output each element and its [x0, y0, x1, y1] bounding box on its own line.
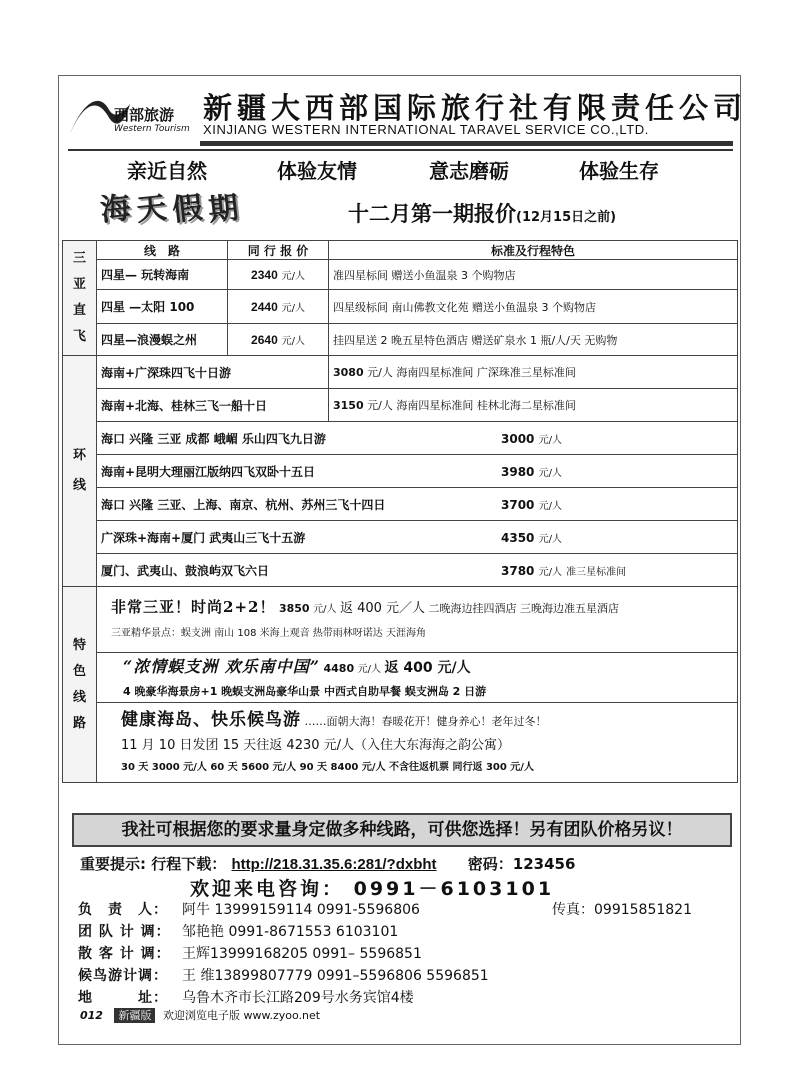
special-title: 健康海岛、快乐候鸟游 [121, 709, 301, 730]
col-route-header: 线 路 [97, 241, 228, 260]
contact-value: 王辉13999168205 0991– 5596851 [182, 946, 422, 962]
route-name: 海口 兴隆 三亚、上海、南京、杭州、苏州三飞十四日 3700 元/人 [97, 488, 738, 521]
table-row [63, 422, 738, 455]
route-name: 海南+北海、桂林三飞一船十日 [97, 389, 329, 422]
download-link[interactable]: http://218.31.35.6:281/?dxbht [231, 856, 437, 873]
special-desc: 4 晚豪华海景房+1 晚蜈支洲岛豪华山景 中西式自助早餐 蜈支洲岛 2 日游 [123, 685, 487, 698]
table-row [63, 324, 738, 356]
special-hotels: 二晚海边挂四酒店 三晚海边准五星酒店 [428, 602, 620, 615]
special-price: 4480 [323, 662, 355, 675]
special-refund: 返 400 元/人 [384, 660, 471, 676]
brand-char: 期 [206, 190, 241, 229]
table-header-row [63, 241, 738, 260]
route-price: 2440 元/人 [228, 290, 329, 324]
password-value: 123456 [512, 855, 576, 873]
password-label: 密码： [467, 855, 513, 873]
contact-label: 团 队 计 调： [78, 924, 171, 940]
special-item-3 [97, 703, 738, 783]
period-note: (12月15日之前) [516, 210, 617, 225]
contact-list [78, 899, 738, 1009]
route-name: 海南+广深珠四飞十日游 [97, 356, 329, 389]
route-price-note: 3080 元/人 海南四星标准间 广深珠准三星标准间 [329, 356, 738, 389]
brand-char: 假 [170, 190, 205, 229]
brand-char: 海 [98, 190, 133, 229]
special-refund: 返 400 元／人 [339, 601, 426, 616]
contact-row [78, 921, 738, 943]
contact-label: 地 址： [78, 990, 168, 1006]
route-price: 3700 [501, 497, 535, 512]
section-label-special: 特色线路 [63, 587, 97, 783]
contact-value: 阿牛 13999159114 0991-5596806 [182, 902, 420, 918]
contact-label: 散 客 计 调： [78, 946, 171, 962]
slogan-row [115, 155, 715, 181]
header-divider-thin [68, 149, 733, 151]
header-divider-thick [200, 141, 733, 146]
slogan: 意志磨砺 [429, 159, 509, 183]
table-row [63, 703, 738, 783]
col-price-header: 同 行 报 价 [228, 241, 329, 260]
logo-en-text: Western Tourism [114, 124, 190, 134]
table-row [63, 389, 738, 422]
page-number: 012 [80, 1009, 103, 1022]
logo-cn-text: 西部旅游 [114, 106, 175, 124]
special-item-1: 非常三亚！时尚2+2！ 3850 元/人 返 400 元／人 二晚海边挂四酒店 三晚海边准五星酒店 三亚精华景点：蜈支洲 南山 108 米海上观音 热带雨林呀诺达 天涯海角 [97, 587, 738, 653]
special-depart: 11 月 10 日发团 15 天往返 4230 元/人（入住大东海海之韵公寓） [121, 737, 511, 753]
route-name: 海南+昆明大理丽江版纳四飞双卧十五日 3980 元/人 [97, 455, 738, 488]
price-table [62, 240, 738, 783]
contact-label: 负 责 人： [78, 902, 168, 918]
custom-tour-banner: 我社可根据您的要求量身定做多种线路，可供您选择！另有团队价格另议！ [72, 813, 732, 847]
special-tagline: ……面朝大海！春暖花开！健身养心！老年过冬！ [304, 714, 547, 728]
special-sights: 三亚精华景点：蜈支洲 南山 108 米海上观音 热带雨林呀诺达 天涯海角 [111, 628, 426, 639]
contact-value: 乌鲁木齐市长江路209号水务宾馆4楼 [182, 990, 414, 1006]
special-price: 3850 [278, 602, 310, 615]
company-name-en: XINJIANG WESTERN INTERNATIONAL TARAVEL SERVICE CO.,LTD. [203, 122, 649, 137]
route-price-note: 3150 元/人 海南四星标准间 桂林北海二星标准间 [329, 389, 738, 422]
company-logo [68, 86, 196, 142]
period-title [348, 198, 616, 228]
contact-value: 邹艳艳 0991-8671553 6103101 [182, 924, 399, 940]
table-row [63, 521, 738, 554]
special-item-2: “浓情蜈支洲 欢乐南中国” 4480 元/人 返 400 元/人 4 晚豪华海景房+1 晚蜈支洲岛豪华山景 中西式自助早餐 蜈支洲岛 2 日游 [97, 653, 738, 703]
route-price: 3000 [501, 431, 535, 446]
slogan: 体验友情 [277, 159, 357, 183]
special-title: 非常三亚！时尚2+2！ [111, 598, 276, 616]
period-title-text: 十二月第一期报价 [348, 202, 516, 226]
route-price: 2340 元/人 [228, 260, 329, 290]
route-price: 3780 [501, 563, 535, 578]
table-row [63, 455, 738, 488]
slogan: 体验生存 [579, 159, 659, 183]
contact-row [78, 943, 738, 965]
route-name: 海口 兴隆 三亚 成都 峨嵋 乐山四飞九日游 3000 元/人 [97, 422, 738, 455]
route-price: 4350 [501, 530, 535, 545]
table-row [63, 488, 738, 521]
footer-text: 欢迎浏览电子版 www.zyoo.net [162, 1009, 321, 1022]
brand-title [100, 184, 300, 230]
download-line [80, 853, 575, 874]
table-row [63, 554, 738, 587]
edition-tag: 新疆版 [114, 1008, 155, 1023]
special-options: 30 天 3000 元/人 60 天 5600 元/人 90 天 8400 元/人 不含往返机票 同行返 300 元/人 [121, 761, 534, 773]
route-name: 四星—浪漫蜈之州 [97, 324, 228, 356]
hotline: 欢迎来电咨询： 0991－6103101 [190, 878, 555, 900]
route-price: 3980 [501, 464, 535, 479]
table-row [63, 653, 738, 703]
download-label: 重要提示: 行程下载： [80, 855, 227, 873]
col-features-header: 标准及行程特色 [329, 241, 738, 260]
fax-number: 传真：09915851821 [552, 902, 692, 918]
company-name-cn: 新疆大西部国际旅行社有限责任公司 [203, 91, 748, 125]
route-name: 广深珠+海南+厦门 武夷山三飞十五游 4350 元/人 [97, 521, 738, 554]
table-row [63, 290, 738, 324]
special-title: “浓情蜈支洲 欢乐南中国” [123, 657, 320, 676]
contact-label: 候鸟游计调： [78, 968, 168, 984]
route-features: 四星级标间 南山佛教文化苑 赠送小鱼温泉 3 个购物店 [329, 290, 738, 324]
table-row [63, 356, 738, 389]
route-name: 四星— 玩转海南 [97, 260, 228, 290]
contact-value: 王 维13899807779 0991–5596806 5596851 [182, 968, 489, 984]
route-features: 准四星标间 赠送小鱼温泉 3 个购物店 [329, 260, 738, 290]
table-row [63, 587, 738, 653]
section-label-loop: 环线 [63, 356, 97, 587]
brand-char: 天 [134, 190, 169, 229]
contact-row [78, 965, 738, 987]
route-price: 2640 元/人 [228, 324, 329, 356]
contact-row [78, 899, 738, 921]
page-footer [80, 1007, 320, 1023]
slogan: 亲近自然 [127, 159, 207, 183]
route-name: 厦门、武夷山、鼓浪屿双飞六日 3780 元/人 准三星标准间 [97, 554, 738, 587]
table-row [63, 260, 738, 290]
route-name: 四星 —太阳 100 [97, 290, 228, 324]
contact-row [78, 987, 738, 1009]
route-features: 挂四星送 2 晚五星特色酒店 赠送矿泉水 1 瓶/人/天 无购物 [329, 324, 738, 356]
section-label-sanya: 三亚直飞 [63, 241, 97, 356]
